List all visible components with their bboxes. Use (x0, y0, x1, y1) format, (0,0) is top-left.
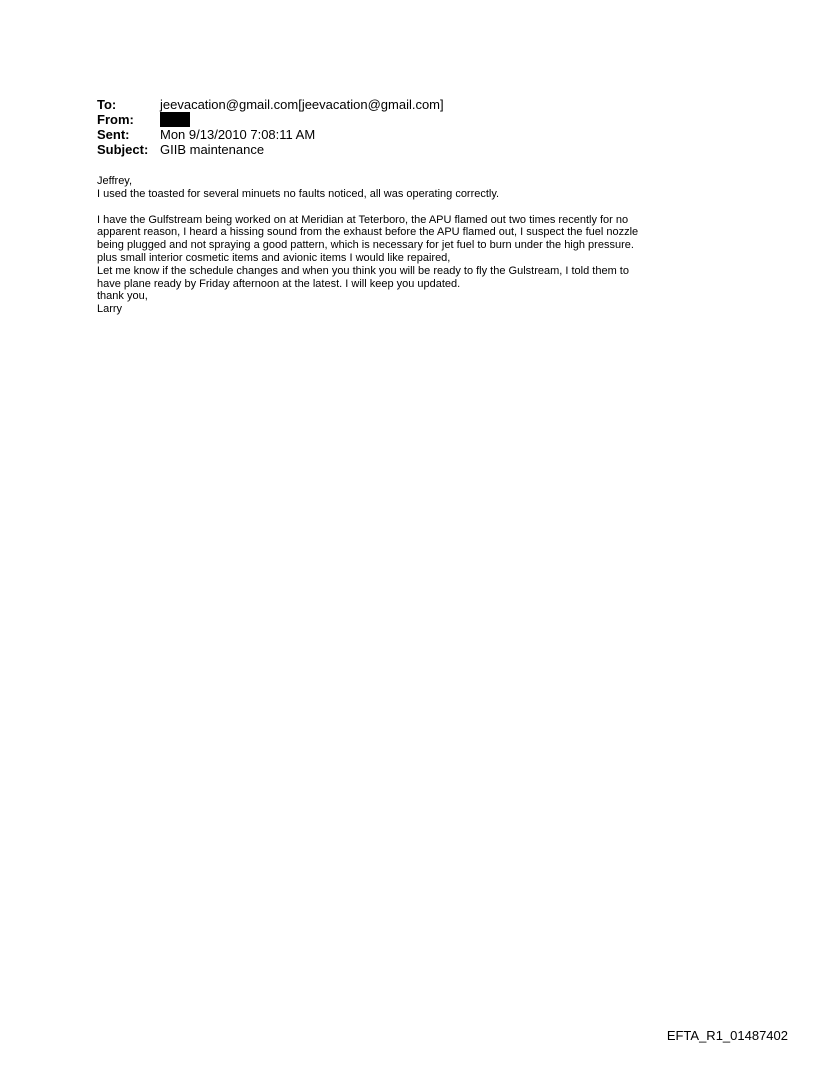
body-line: have plane ready by Friday afternoon at the latest. I will keep you updated. (97, 277, 461, 290)
sent-label: Sent: (97, 127, 130, 142)
subject-row (97, 142, 444, 157)
closing: thank you, (97, 290, 148, 303)
document-id: EFTA_R1_01487402 (666, 1028, 788, 1043)
email-header (97, 97, 444, 157)
to-row (97, 97, 444, 112)
paragraph-gap (97, 201, 747, 214)
body-line: being plugged and not spraying a good pattern, which is necessary for jet fuel to burn under the high pressure. (97, 239, 634, 252)
from-label: From: (97, 112, 134, 127)
body-line: I used the toasted for several minuets no faults noticed, all was operating correctly. (97, 187, 500, 200)
sent-value: Mon 9/13/2010 7:08:11 AM (160, 127, 316, 142)
from-row (97, 112, 444, 127)
email-body (97, 175, 747, 316)
signature: Larry (97, 303, 123, 316)
body-line: plus small interior cosmetic items and avionic items I would like repaired, (97, 251, 451, 264)
sent-row (97, 127, 444, 142)
to-label: To: (97, 97, 117, 112)
subject-value: GIIB maintenance (160, 142, 265, 157)
body-line: Let me know if the schedule changes and when you think you will be ready to fly the Gulstream, I told them to (97, 264, 629, 277)
greeting: Jeffrey, (97, 175, 133, 187)
to-value: jeevacation@gmail.com[jeevacation@gmail.com] (160, 97, 444, 112)
redaction-box (160, 112, 190, 127)
from-value (160, 112, 190, 127)
body-line: I have the Gulfstream being worked on at Meridian at Teterboro, the APU flamed out two times recently for no (97, 213, 629, 226)
body-line: apparent reason, I heard a hissing sound from the exhaust before the APU flamed out, I suspect the fuel nozzle (97, 226, 639, 239)
subject-label: Subject: (97, 142, 149, 157)
